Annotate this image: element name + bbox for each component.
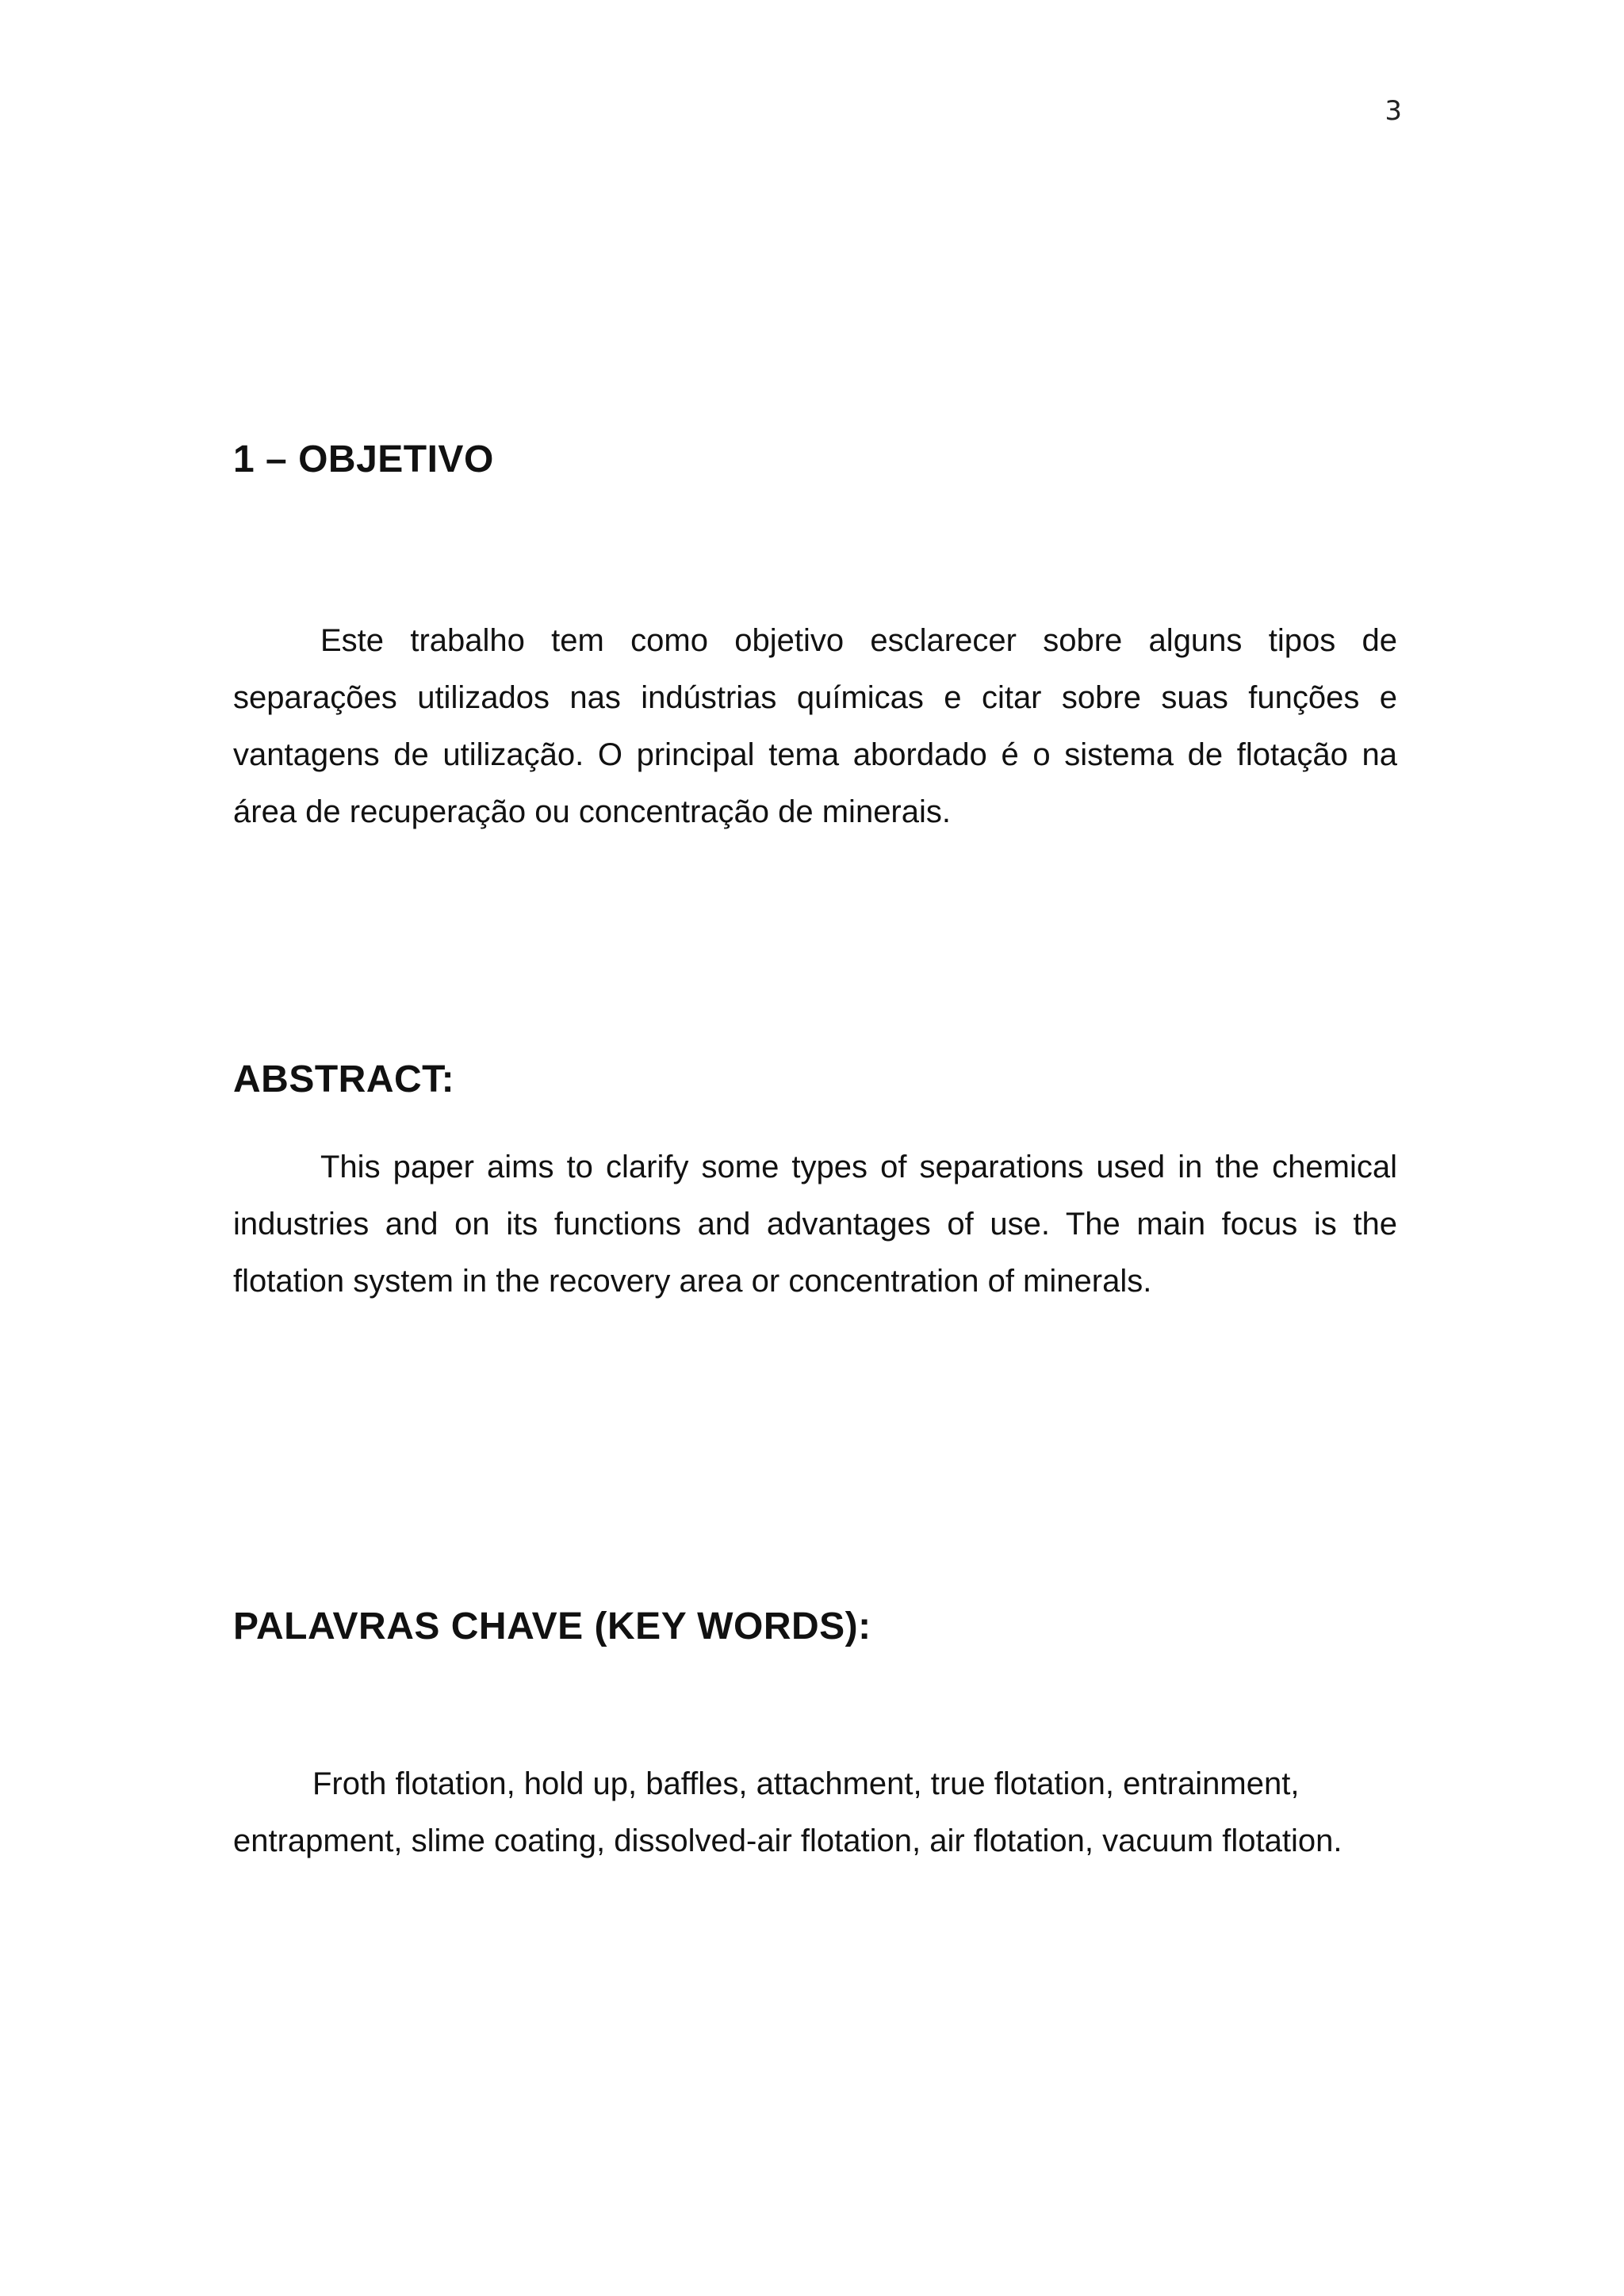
page-number: 3 — [1385, 95, 1402, 127]
objetivo-heading: 1 – OBJETIVO — [233, 438, 494, 480]
keywords-heading: PALAVRAS CHAVE (KEY WORDS): — [233, 1605, 871, 1647]
keywords-paragraph: Froth flotation, hold up, baffles, attachment, true flotation, entrainment, entrapment, slime coating, dissolved-air flotation, air flotation, vacuum flotation. — [233, 1766, 1342, 1858]
objetivo-paragraph: Este trabalho tem como objetivo esclarecer sobre alguns tipos de separações utilizados nas indústrias químicas e citar sobre suas funções e vantagens de utilização. O principal tema abordado é o sistema de flotação na área de recuperação ou concentração de minerais. — [233, 623, 1397, 829]
abstract-paragraph: This paper aims to clarify some types of separations used in the chemical industries and on its functions and advantages of use. The main focus is the flotation system in the recovery area or concentration of minerals. — [233, 1150, 1397, 1299]
abstract-heading: ABSTRACT: — [233, 1058, 455, 1100]
